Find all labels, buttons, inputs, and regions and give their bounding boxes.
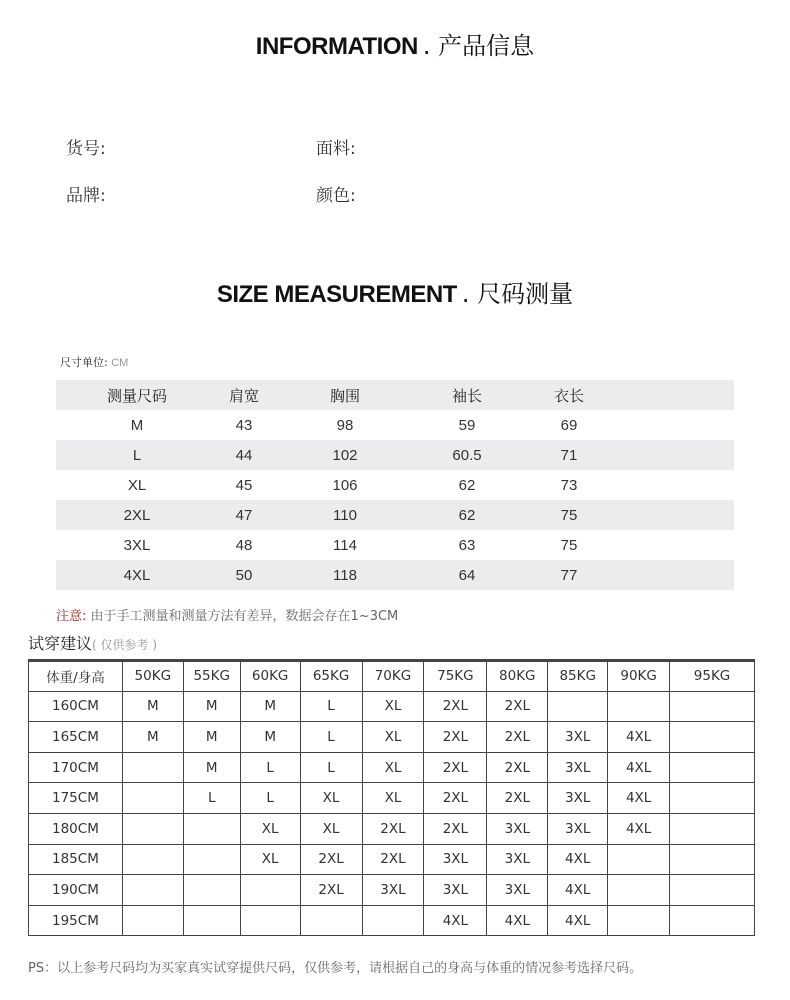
information-title-en: INFORMATION [255, 33, 418, 60]
fit-row-cell [670, 875, 755, 906]
fit-row-cell: 3XL [362, 875, 424, 906]
fit-row-cell: 2XL [487, 722, 548, 753]
measurement-row-cell: 98 [336, 416, 354, 434]
fit-row-cell: L [300, 691, 362, 722]
fit-row-cell: 3XL [548, 722, 608, 753]
fit-row-cell: 160CM [29, 691, 123, 722]
fit-row-cell: 2XL [487, 752, 548, 783]
fit-row-cell [122, 875, 183, 906]
fit-row-cell [183, 905, 240, 936]
fit-row [29, 691, 755, 722]
fit-row-cell: L [300, 752, 362, 783]
fit-title: 试穿建议 [28, 634, 93, 653]
fit-row-cell: M [183, 752, 240, 783]
fit-row-cell: L [300, 722, 362, 753]
fit-row-cell [362, 905, 424, 936]
fit-row-cell: 2XL [300, 875, 362, 906]
measurement-row-cell: 69 [560, 416, 578, 434]
fit-row-cell: XL [300, 783, 362, 814]
field-brand: 品牌: [66, 186, 106, 206]
measurement-header-row-cell: 肩宽 [228, 386, 259, 405]
fit-row-cell: 165CM [29, 722, 123, 753]
fit-row-cell: 4XL [608, 783, 670, 814]
fit-header-row-cell: 55KG [183, 661, 240, 692]
measurement-row-cell: 64 [458, 566, 476, 584]
fit-row-cell: 4XL [548, 875, 608, 906]
fit-header-row-cell: 80KG [487, 661, 548, 692]
measurement-row-cell: 75 [560, 536, 578, 554]
fit-row-cell: M [240, 722, 300, 753]
fit-row-cell: 4XL [608, 722, 670, 753]
fit-row-cell: 170CM [29, 752, 123, 783]
fit-row-cell: 3XL [548, 783, 608, 814]
fit-row-cell [670, 844, 755, 875]
fit-row [29, 783, 755, 814]
fit-row [29, 844, 755, 875]
measurement-row-cell: 59 [458, 416, 476, 434]
fit-row-cell: 185CM [29, 844, 123, 875]
measurement-row-cell: 45 [235, 476, 253, 494]
fit-row-cell: XL [300, 813, 362, 844]
fit-row-cell: 2XL [424, 752, 487, 783]
measurement-header-row-cell: 胸围 [329, 386, 360, 405]
fit-row [29, 813, 755, 844]
measurement-row [56, 410, 734, 440]
fit-row-cell: XL [362, 722, 424, 753]
fit-row-cell [670, 722, 755, 753]
fit-row-cell: XL [240, 844, 300, 875]
measurement-row-cell: 62 [458, 476, 476, 494]
measurement-row-cell: 50 [235, 566, 253, 584]
measurement-table [56, 380, 734, 590]
fit-header-row-cell: 95KG [670, 661, 755, 692]
note-text: 由于手工测量和测量方法有差异，数据会存在1~3CM [90, 609, 399, 624]
note-label: 注意: [56, 609, 87, 624]
size-title-en: SIZE MEASUREMENT [216, 281, 457, 308]
fit-table [28, 659, 755, 936]
fit-row-cell: 4XL [548, 844, 608, 875]
measurement-row-cell: 2XL [123, 506, 151, 524]
fit-row-cell [608, 875, 670, 906]
fit-row-cell [240, 905, 300, 936]
size-measurement-title [0, 274, 790, 309]
fit-header-row-cell: 65KG [300, 661, 362, 692]
fit-row-cell: 2XL [424, 783, 487, 814]
measurement-note [56, 605, 398, 624]
fit-row [29, 752, 755, 783]
measurement-row-cell: 75 [560, 506, 578, 524]
measurement-row [56, 440, 734, 470]
fit-row-cell: M [122, 691, 183, 722]
fit-header-row-cell: 体重/身高 [29, 661, 123, 692]
fit-header-row-cell: 70KG [362, 661, 424, 692]
fit-row [29, 905, 755, 936]
fit-row-cell [183, 844, 240, 875]
measurement-row-cell: M [130, 416, 144, 434]
fit-row-cell [183, 875, 240, 906]
fit-row-cell: XL [362, 752, 424, 783]
fit-row-cell: 4XL [424, 905, 487, 936]
fit-row-cell: 2XL [424, 691, 487, 722]
ps-note: PS：以上参考尺码均为买家真实试穿提供尺码，仅供参考，请根据自己的身高与体重的情况参考选择尺码。 [28, 961, 643, 976]
fit-row-cell [300, 905, 362, 936]
fit-row [29, 875, 755, 906]
field-color: 颜色: [316, 186, 356, 206]
fit-row-cell: 2XL [424, 813, 487, 844]
measurement-row [56, 470, 734, 500]
fit-row-cell [183, 813, 240, 844]
fit-row-cell [670, 691, 755, 722]
measurement-row-cell: 118 [333, 566, 357, 584]
measurement-header-row-cell: 测量尺码 [106, 386, 167, 405]
unit-label [60, 354, 128, 370]
fit-row-cell: 2XL [424, 722, 487, 753]
fit-row-cell: XL [362, 783, 424, 814]
fit-row-cell [548, 691, 608, 722]
fit-row-cell: 4XL [608, 752, 670, 783]
measurement-row-cell: XL [127, 476, 147, 494]
measurement-header-row [56, 380, 734, 410]
measurement-row-cell: 48 [235, 536, 253, 554]
fit-row-cell: 2XL [487, 783, 548, 814]
fit-row-cell: M [183, 691, 240, 722]
fit-row-cell: 195CM [29, 905, 123, 936]
fit-header-row-cell: 85KG [548, 661, 608, 692]
fit-row-cell [670, 783, 755, 814]
measurement-row-cell: 71 [560, 446, 578, 464]
measurement-header-row-cell: 衣长 [553, 386, 584, 405]
fit-row-cell: L [183, 783, 240, 814]
information-title-zh: . 产品信息 [422, 32, 535, 60]
fit-row-cell: M [240, 691, 300, 722]
measurement-row-cell: 102 [332, 446, 358, 464]
fit-header-row-cell: 60KG [240, 661, 300, 692]
size-title-zh: . 尺码测量 [461, 280, 574, 308]
fit-row-cell: 4XL [487, 905, 548, 936]
fit-row-cell: 3XL [487, 844, 548, 875]
fit-header-row-cell: 90KG [608, 661, 670, 692]
measurement-row-cell: 106 [332, 476, 358, 494]
fit-row-cell: L [240, 783, 300, 814]
fit-row-cell: 3XL [424, 844, 487, 875]
unit-value: CM [111, 357, 129, 369]
measurement-row-cell: 43 [235, 416, 253, 434]
measurement-row-cell: 4XL [123, 566, 151, 584]
unit-label-text: 尺寸单位: [60, 356, 108, 369]
fit-row-cell: 3XL [424, 875, 487, 906]
fit-row-cell: 175CM [29, 783, 123, 814]
measurement-row [56, 530, 734, 560]
fit-row-cell: 180CM [29, 813, 123, 844]
measurement-row-cell: L [132, 446, 142, 464]
measurement-row-cell: 60.5 [452, 446, 482, 464]
fit-row-cell: 2XL [362, 813, 424, 844]
measurement-row-cell: 62 [458, 506, 476, 524]
measurement-row-cell: 77 [560, 566, 578, 584]
fit-row-cell: 3XL [548, 752, 608, 783]
fit-row-cell [122, 844, 183, 875]
measurement-row-cell: 73 [560, 476, 578, 494]
fit-header-row-cell: 50KG [122, 661, 183, 692]
fit-row-cell: L [240, 752, 300, 783]
fit-row-cell [670, 813, 755, 844]
fit-row-cell [608, 844, 670, 875]
fit-row-cell: 3XL [548, 813, 608, 844]
measurement-row [56, 560, 734, 590]
measurement-row-cell: 44 [235, 446, 253, 464]
fit-row-cell: 2XL [487, 691, 548, 722]
fit-suggestion-title [28, 631, 157, 654]
fit-row-cell: 4XL [548, 905, 608, 936]
measurement-row-cell: 3XL [123, 536, 151, 554]
fit-header-row-cell: 75KG [424, 661, 487, 692]
fit-row-cell [122, 752, 183, 783]
fit-row-cell [122, 813, 183, 844]
fit-row-cell: 3XL [487, 813, 548, 844]
fit-row-cell: XL [362, 691, 424, 722]
fit-row-cell: 190CM [29, 875, 123, 906]
fit-subtitle: ( 仅供参考 ) [92, 638, 158, 652]
fit-row-cell: XL [240, 813, 300, 844]
fit-header-row [29, 661, 755, 692]
fit-row-cell [608, 691, 670, 722]
measurement-row-cell: 114 [333, 536, 357, 554]
fit-row-cell: M [183, 722, 240, 753]
fit-row-cell [608, 905, 670, 936]
fit-row-cell [122, 905, 183, 936]
measurement-header-row-cell: 袖长 [451, 386, 482, 405]
fit-row-cell [670, 752, 755, 783]
field-fabric: 面料: [316, 139, 356, 159]
fit-row-cell [670, 905, 755, 936]
fit-row-cell [240, 875, 300, 906]
fit-row-cell: 2XL [300, 844, 362, 875]
information-title [0, 26, 790, 61]
measurement-row-cell: 110 [333, 506, 357, 524]
fit-row [29, 722, 755, 753]
measurement-row-cell: 47 [235, 506, 253, 524]
fit-row-cell: 3XL [487, 875, 548, 906]
fit-row-cell: 4XL [608, 813, 670, 844]
fit-row-cell: M [122, 722, 183, 753]
measurement-row-cell: 63 [458, 536, 476, 554]
measurement-row [56, 500, 734, 530]
field-item-number: 货号: [66, 139, 106, 159]
fit-row-cell: 2XL [362, 844, 424, 875]
fit-row-cell [122, 783, 183, 814]
